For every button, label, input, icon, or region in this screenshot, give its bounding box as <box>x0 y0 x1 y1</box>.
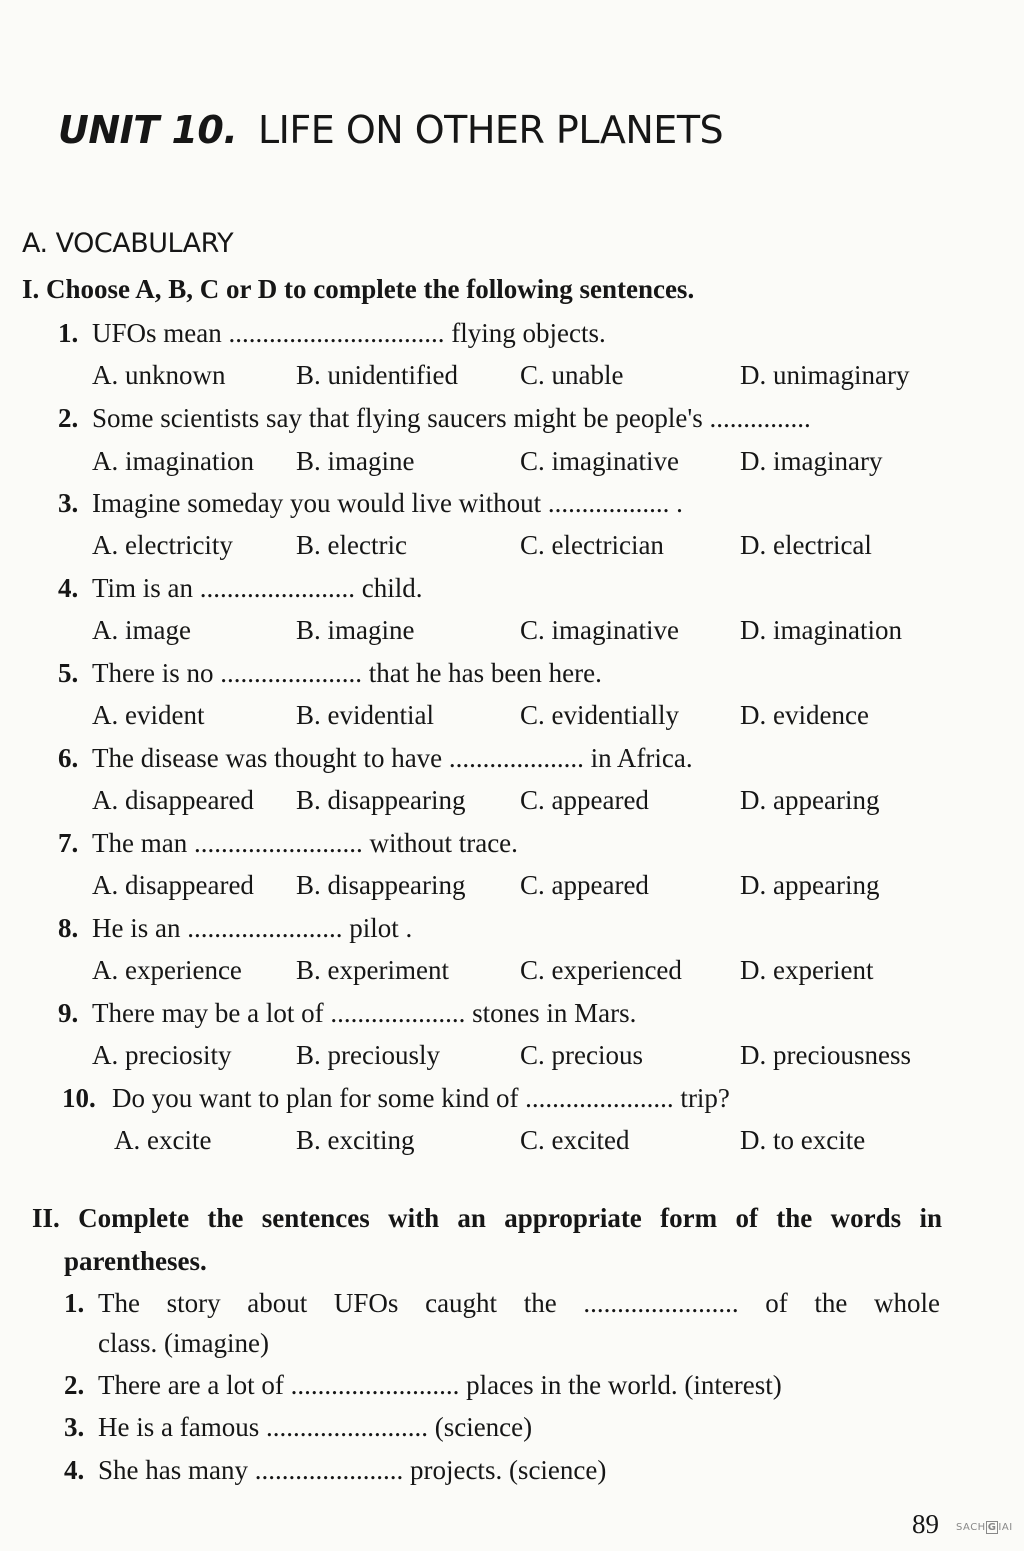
option-c: C. appeared <box>520 785 649 815</box>
logo-text-mid: G <box>987 1522 997 1533</box>
question-text: The man ......................... without trace. <box>92 828 518 858</box>
question-text: He is an ....................... pilot . <box>92 913 413 943</box>
question-2 <box>58 403 811 434</box>
question-number: 6. <box>58 743 79 773</box>
option-b: B. exciting <box>296 1125 415 1155</box>
option-c: C. excited <box>520 1125 630 1155</box>
question-number: 1. <box>58 318 79 348</box>
option-a: A. preciosity <box>92 1040 232 1070</box>
logo-text-left: SACH <box>956 1522 986 1533</box>
unit-header <box>58 108 724 152</box>
fill-item-4 <box>64 1455 606 1486</box>
publisher-logo <box>956 1521 1013 1534</box>
option-c: C. appeared <box>520 870 649 900</box>
fill-item-2 <box>64 1370 782 1401</box>
question-number: 5. <box>58 658 79 688</box>
question-number: 3. <box>58 488 79 518</box>
option-a: A. unknown <box>92 360 226 390</box>
part1-heading: I. Choose A, B, C or D to complete the following sentences. <box>22 274 695 304</box>
option-a: A. disappeared <box>92 785 254 815</box>
question-6 <box>58 743 693 774</box>
question-number: 4. <box>58 573 79 603</box>
question-10 <box>62 1083 730 1114</box>
option-c: C. imaginative <box>520 446 679 476</box>
option-a: A. experience <box>92 955 242 985</box>
fill-item-text: There are a lot of ......................... places in the world. (interest) <box>98 1370 782 1400</box>
question-4 <box>58 573 423 604</box>
part2-heading-continued: parentheses. <box>64 1246 207 1276</box>
question-3 <box>58 488 683 519</box>
logo-text-right: IAI <box>998 1522 1013 1533</box>
page-number: 89 <box>912 1509 939 1539</box>
option-d: D. imaginary <box>740 446 883 476</box>
option-c: C. imaginative <box>520 615 679 645</box>
option-a: A. electricity <box>92 530 233 560</box>
fill-item-number: 2. <box>64 1370 85 1400</box>
option-d: D. preciousness <box>740 1040 911 1070</box>
question-text: The disease was thought to have .................... in Africa. <box>92 743 693 773</box>
fill-item-number: 1. <box>64 1288 85 1318</box>
fill-item-text: He is a famous ........................ (science) <box>98 1412 533 1442</box>
question-7 <box>58 828 518 859</box>
question-1 <box>58 318 606 349</box>
fill-item-number: 4. <box>64 1455 85 1485</box>
question-text: There is no ..................... that he has been here. <box>92 658 602 688</box>
question-number: 10. <box>62 1083 96 1113</box>
option-b: B. disappearing <box>296 785 466 815</box>
question-text: Some scientists say that flying saucers might be people's ............... <box>92 403 811 433</box>
option-a: A. image <box>92 615 191 645</box>
option-c: C. unable <box>520 360 624 390</box>
question-number: 9. <box>58 998 79 1028</box>
option-c: C. precious <box>520 1040 643 1070</box>
fill-item-1 <box>64 1288 940 1319</box>
question-9 <box>58 998 636 1029</box>
option-d: D. unimaginary <box>740 360 910 390</box>
option-c: C. experienced <box>520 955 682 985</box>
question-text: There may be a lot of .................... stones in Mars. <box>92 998 637 1028</box>
question-text: Imagine someday you would live without .................. . <box>92 488 683 518</box>
fill-item-text: The story about UFOs caught the ....................... of the whole <box>98 1288 940 1318</box>
option-b: B. preciously <box>296 1040 440 1070</box>
question-number: 7. <box>58 828 79 858</box>
option-d: D. electrical <box>740 530 872 560</box>
option-b: B. disappearing <box>296 870 466 900</box>
option-b: B. imagine <box>296 446 415 476</box>
option-c: C. evidentially <box>520 700 679 730</box>
option-b: B. experiment <box>296 955 449 985</box>
option-b: B. unidentified <box>296 360 458 390</box>
question-text: UFOs mean ................................ flying objects. <box>92 318 606 348</box>
unit-title: LIFE ON OTHER PLANETS <box>258 108 724 152</box>
fill-item-number: 3. <box>64 1412 85 1442</box>
unit-label: UNIT 10. <box>58 108 238 152</box>
option-d: D. appearing <box>740 785 880 815</box>
section-title: A. VOCABULARY <box>22 228 234 259</box>
fill-item-3 <box>64 1412 532 1443</box>
option-a: A. excite <box>114 1125 212 1155</box>
option-d: D. experient <box>740 955 874 985</box>
option-d: D. evidence <box>740 700 869 730</box>
fill-item-continued: class. (imagine) <box>98 1328 269 1358</box>
fill-item-text: She has many ...................... projects. (science) <box>98 1455 607 1485</box>
option-b: B. evidential <box>296 700 434 730</box>
option-a: A. imagination <box>92 446 254 476</box>
option-d: D. to excite <box>740 1125 866 1155</box>
option-b: B. imagine <box>296 615 415 645</box>
option-d: D. imagination <box>740 615 902 645</box>
question-number: 8. <box>58 913 79 943</box>
question-number: 2. <box>58 403 79 433</box>
question-text: Do you want to plan for some kind of ...................... trip? <box>112 1083 730 1113</box>
part2-heading: II. Complete the sentences with an appropriate form of the words in <box>32 1203 942 1233</box>
question-8 <box>58 913 412 944</box>
option-a: A. disappeared <box>92 870 254 900</box>
option-a: A. evident <box>92 700 205 730</box>
option-b: B. electric <box>296 530 407 560</box>
option-d: D. appearing <box>740 870 880 900</box>
question-5 <box>58 658 602 689</box>
question-text: Tim is an ....................... child. <box>92 573 423 603</box>
option-c: C. electrician <box>520 530 664 560</box>
